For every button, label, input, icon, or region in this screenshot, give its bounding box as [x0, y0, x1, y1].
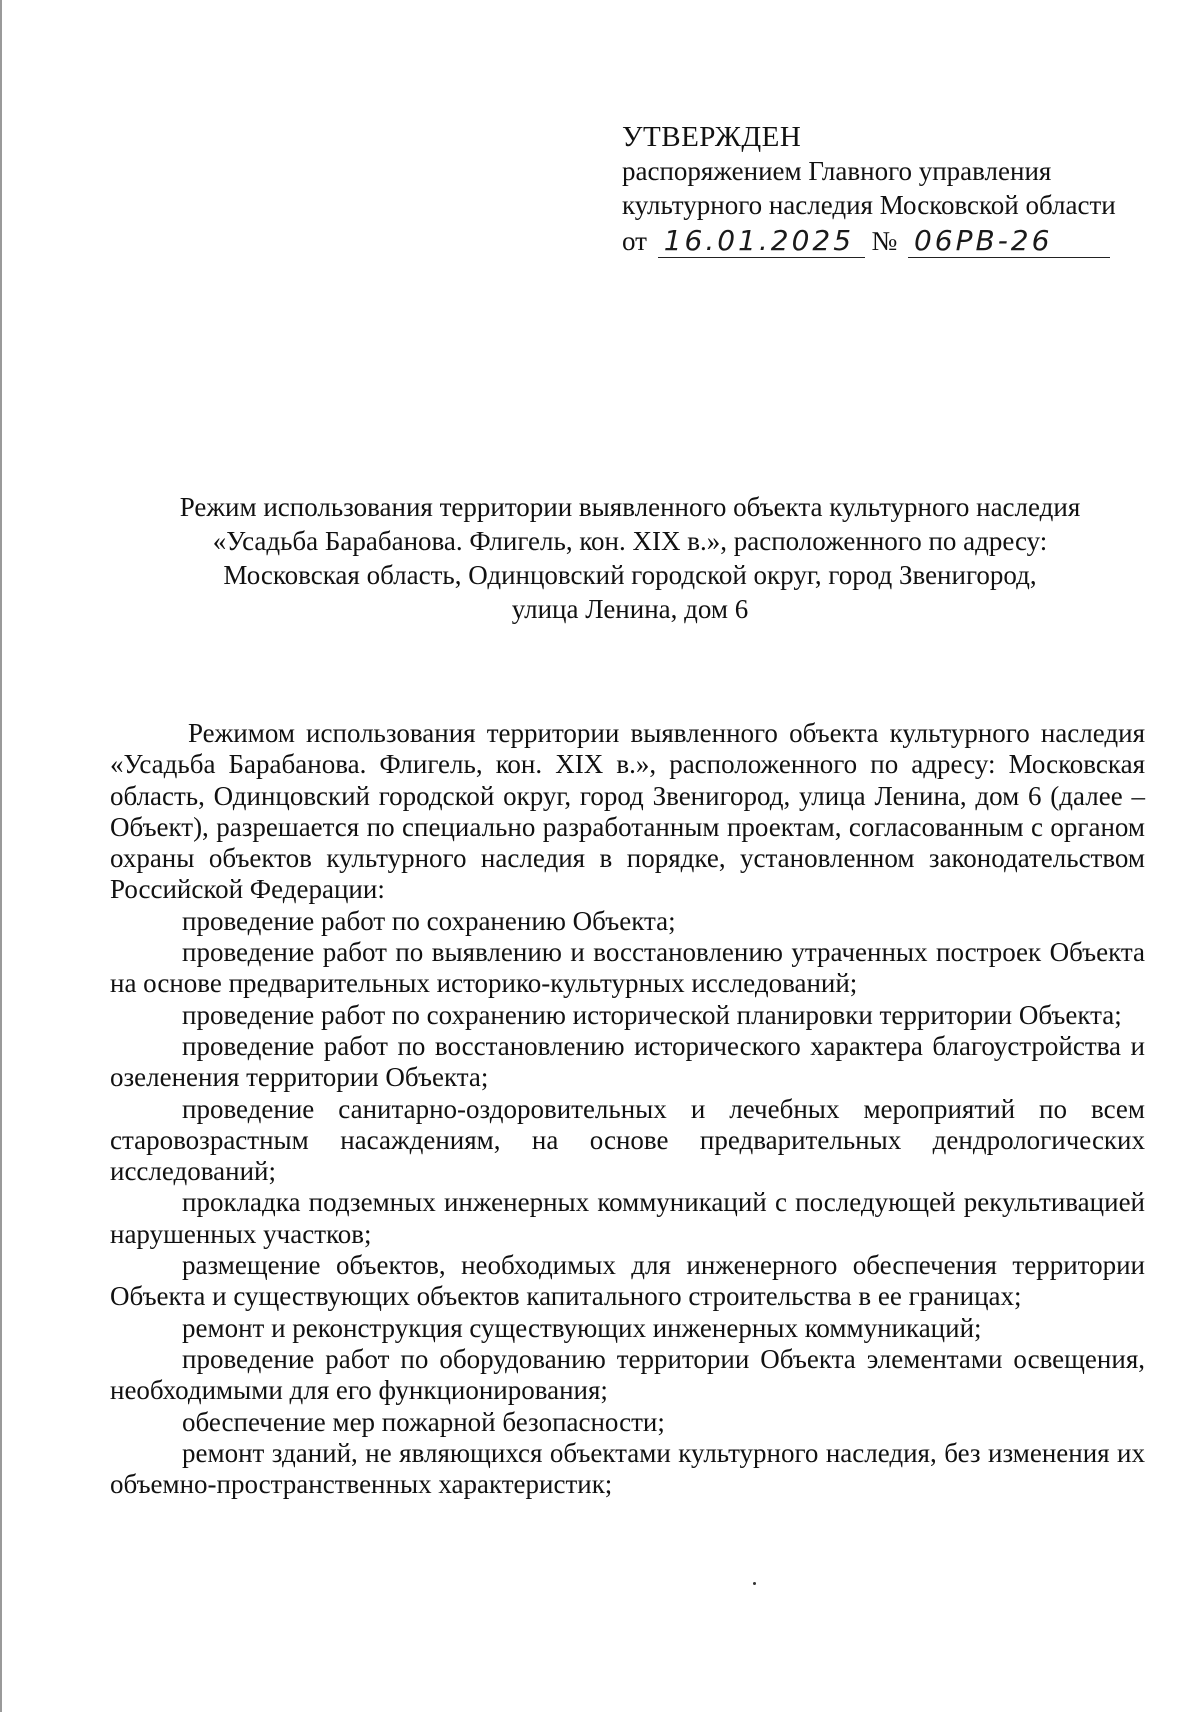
list-item: проведение работ по восстановлению исторического характера благоустройства и озеленения территории Объекта; — [110, 1030, 1145, 1093]
title-line-1: Режим использования территории выявленного объекта культурного наследия — [179, 492, 1081, 522]
list-item: ремонт зданий, не являющихся объектами культурного наследия, без изменения их объемно-пространственных характеристик; — [110, 1437, 1145, 1500]
handwritten-date: 16.01.2025 — [658, 227, 865, 258]
intro-paragraph: Режимом использования территории выявленного объекта культурного наследия «Усадьба Барабанова. Флигель, кон. XIX в.», расположенного по адресу: Московская область, Одинцовский городской округ, город Звенигород, улица Ленина, дом 6 (далее – Объект), разрешается по специально разработанным проектам, согласованным с органом охраны объектов культурного наследия в порядке, установленном законодательством Российской Федерации: — [110, 718, 1145, 905]
document-title — [110, 490, 1150, 626]
handwritten-number: 06РВ-26 — [908, 227, 1110, 258]
list-item: ремонт и реконструкция существующих инженерных коммуникаций; — [182, 1312, 982, 1343]
page-edge — [0, 0, 2, 1712]
list-item: проведение работ по выявлению и восстановлению утраченных построек Объекта на основе предварительных историко-культурных исследований; — [110, 937, 1145, 999]
list-item: размещение объектов, необходимых для инженерного обеспечения территории Объекта и существующих объектов капитального строительства в ее границах; — [110, 1250, 1145, 1312]
document-body — [110, 718, 1145, 1500]
list-item: проведение работ по сохранению исторической планировки территории Объекта; — [182, 999, 1122, 1030]
date-prefix: от — [622, 226, 647, 256]
scan-speck — [753, 1582, 756, 1585]
title-line-2: «Усадьба Барабанова. Флигель, кон. XIX в.», расположенного по адресу: — [212, 526, 1048, 556]
approval-line-1: распоряжением Главного управления — [622, 156, 1052, 186]
number-prefix: № — [871, 226, 898, 256]
approval-date-line — [622, 224, 1182, 258]
list-item: обеспечение мер пожарной безопасности; — [182, 1406, 665, 1437]
list-item: проведение санитарно-оздоровительных и лечебных мероприятий по всем старовозрастным насаждениям, на основе предварительных дендрологических исследований; — [110, 1093, 1145, 1187]
approval-line-2: культурного наследия Московской области — [622, 190, 1116, 220]
approval-heading: УТВЕРЖДЕН — [622, 121, 802, 153]
list-item: проведение работ по сохранению Объекта; — [182, 905, 676, 936]
approval-block — [622, 120, 1182, 258]
title-line-3: Московская область, Одинцовский городской округ, город Звенигород, — [223, 560, 1037, 590]
list-item: прокладка подземных инженерных коммуникаций с последующей рекультивацией нарушенных участков; — [110, 1187, 1145, 1249]
title-line-4: улица Ленина, дом 6 — [511, 594, 749, 624]
list-item: проведение работ по оборудованию территории Объекта элементами освещения, необходимыми для его функционирования; — [110, 1343, 1145, 1406]
